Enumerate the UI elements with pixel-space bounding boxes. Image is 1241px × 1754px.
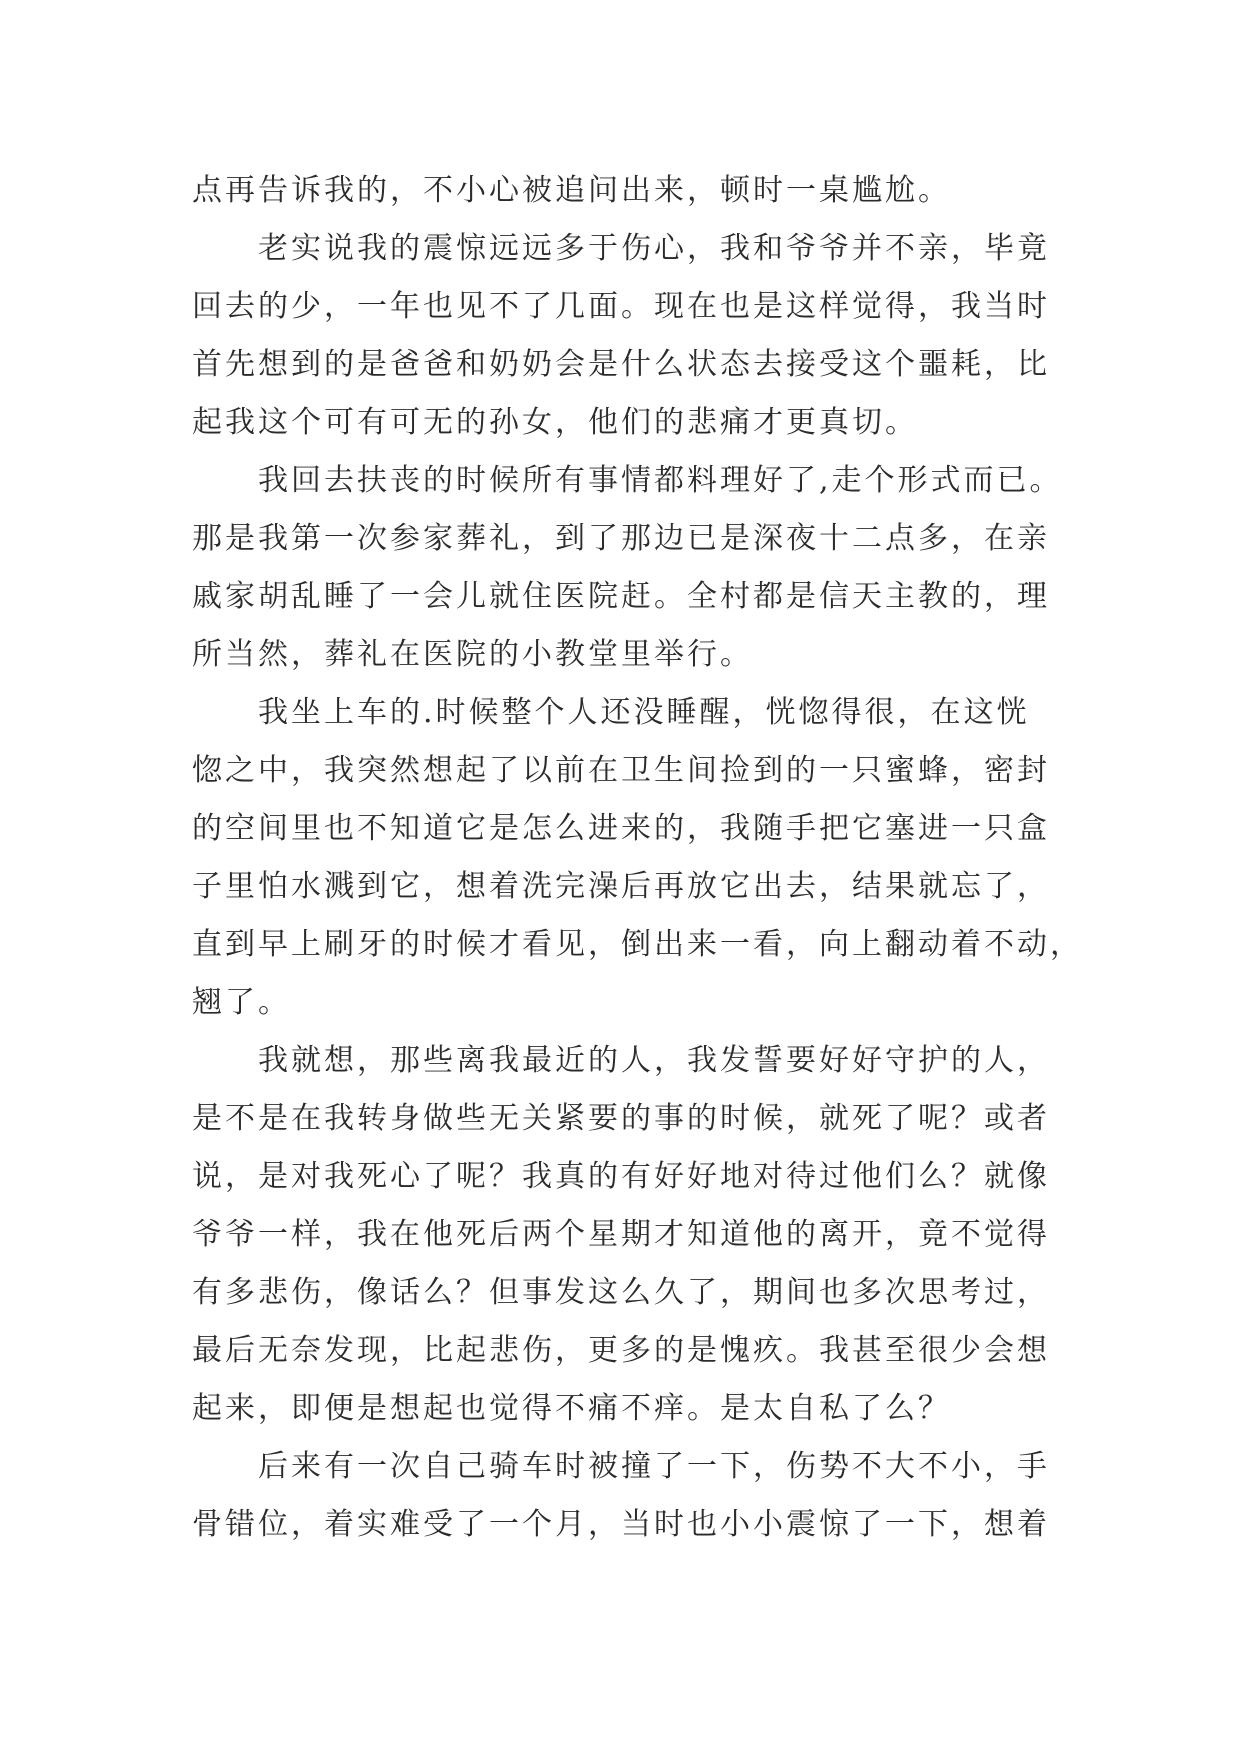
text-line: 回去的少，一年也见不了几面。现在也是这样觉得，我当时 (192, 289, 1050, 324)
text-line: 说，是对我死心了呢？我真的有好好地对待过他们么？就像 (192, 1159, 1050, 1194)
body-text (192, 162, 1083, 1554)
text-line: 有多悲伤，像话么？但事发这么久了，期间也多次思考过， (192, 1275, 1050, 1310)
text-line: 起我这个可有可无的孙女，他们的悲痛才更真切。 (192, 405, 918, 440)
text-line: 所当然，葬礼在医院的小教堂里举行。 (192, 637, 753, 672)
text-line: 爷爷一样，我在他死后两个星期才知道他的离开，竟不觉得 (192, 1217, 1050, 1252)
text-line: 我回去扶丧的时候所有事情都料理好了,走个形式而已。 (258, 463, 1063, 498)
text-line: 翘了。 (192, 985, 291, 1020)
text-line: 老实说我的震惊远远多于伤心，我和爷爷并不亲，毕竟 (258, 231, 1050, 266)
text-line: 戚家胡乱睡了一会儿就住医院赶。全村都是信天主教的，理 (192, 579, 1050, 614)
text-line: 最后无奈发现，比起悲伤，更多的是愧疚。我甚至很少会想 (192, 1333, 1050, 1368)
text-line: 起来，即便是想起也觉得不痛不痒。是太自私了么？ (192, 1391, 951, 1426)
text-line: 后来有一次自己骑车时被撞了一下，伤势不大不小，手 (258, 1449, 1050, 1484)
text-line: 的空间里也不知道它是怎么进来的，我随手把它塞进一只盒 (192, 811, 1050, 846)
text-line: 骨错位，着实难受了一个月，当时也小小震惊了一下，想着 (192, 1507, 1050, 1542)
text-line: 点再告诉我的，不小心被追问出来，顿时一桌尴尬。 (192, 173, 951, 208)
text-line: 我就想，那些离我最近的人，我发誓要好好守护的人， (258, 1043, 1050, 1078)
text-line: 直到早上刷牙的时候才看见，倒出来一看，向上翻动着不动， (192, 927, 1083, 962)
text-line: 那是我第一次参家葬礼，到了那边已是深夜十二点多，在亲 (192, 521, 1050, 556)
text-line: 子里怕水溅到它，想着洗完澡后再放它出去，结果就忘了， (192, 869, 1050, 904)
text-line: 首先想到的是爸爸和奶奶会是什么状态去接受这个噩耗，比 (192, 347, 1050, 382)
text-line: 是不是在我转身做些无关紧要的事的时候，就死了呢？或者 (192, 1101, 1050, 1136)
text-line: 我坐上车的.时候整个人还没睡醒，恍惚得很，在这恍 (258, 695, 1030, 730)
text-line: 惚之中，我突然想起了以前在卫生间捡到的一只蜜蜂，密封 (192, 753, 1050, 788)
